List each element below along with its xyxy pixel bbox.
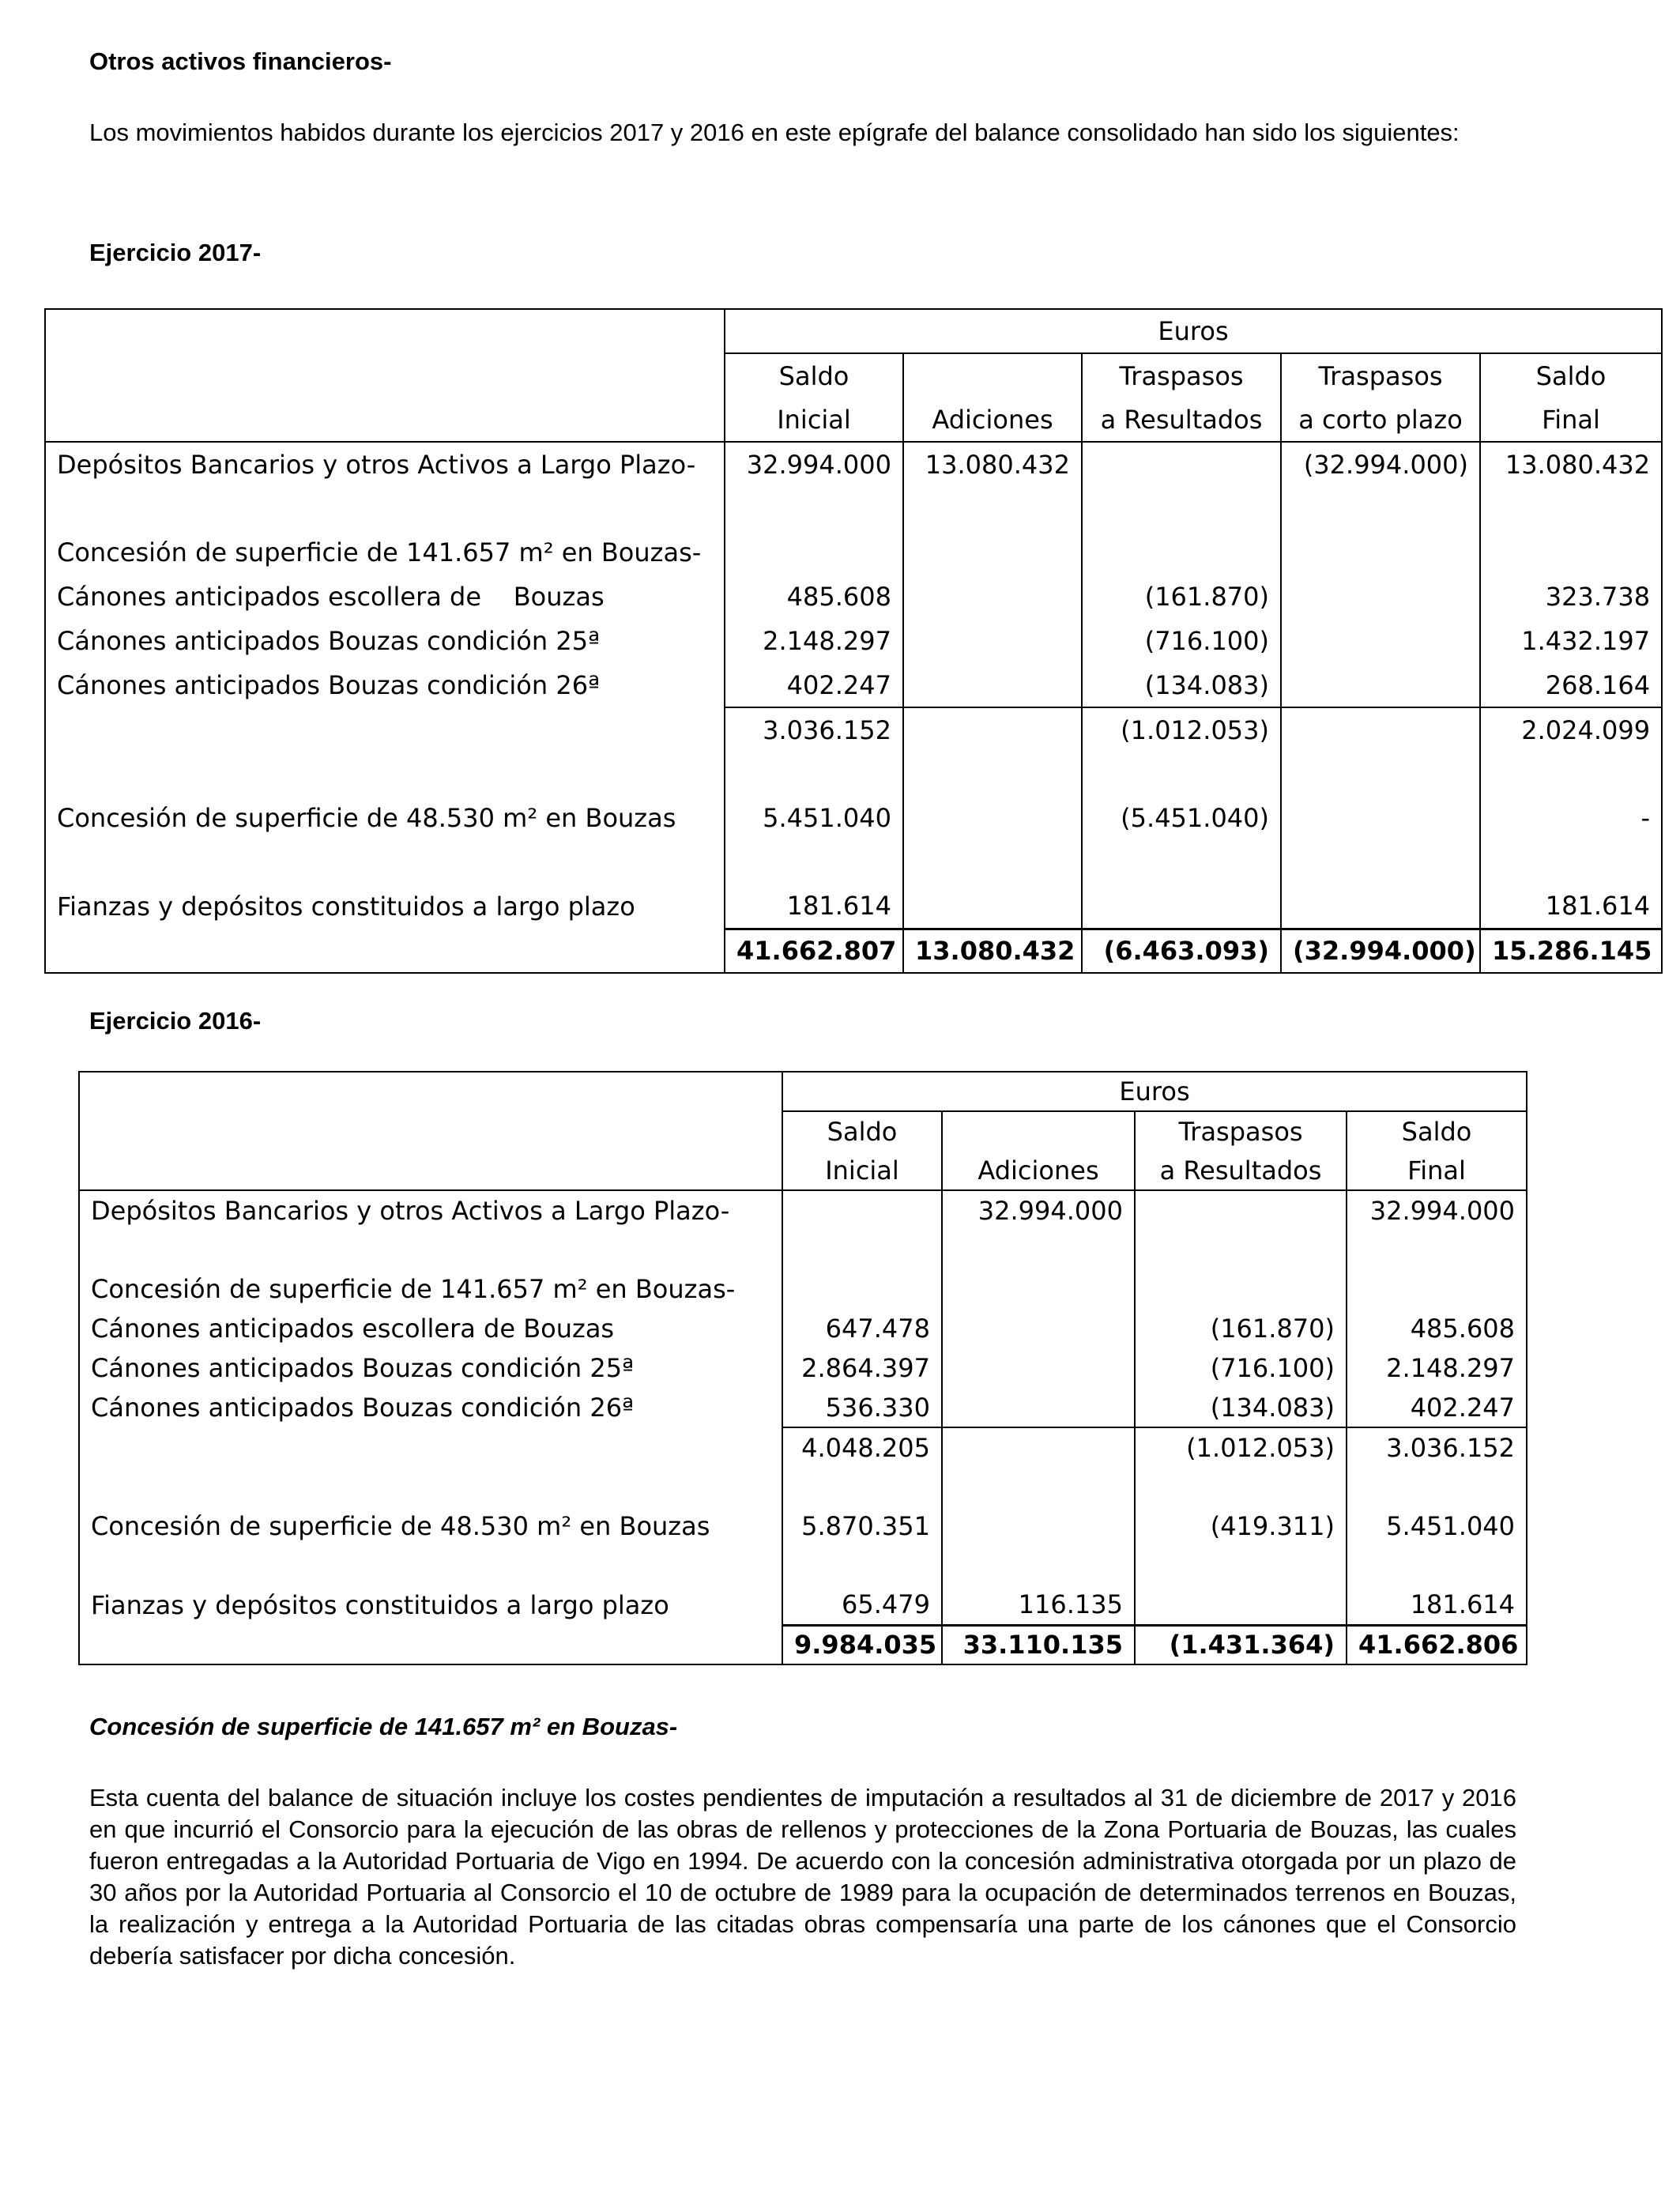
row-label: Concesión de superficie de 141.657 m² en Bouzas- (45, 530, 725, 575)
spacer-row (79, 1230, 1527, 1269)
row-label: Fianzas y depósitos constituidos a largo plazo (79, 1585, 782, 1625)
cell-value: 402.247 (1347, 1388, 1527, 1427)
table-row (79, 1348, 1527, 1388)
cell-value: 181.614 (1347, 1585, 1527, 1625)
cell-value: 2.148.297 (1347, 1348, 1527, 1388)
total-value: 9.984.035 (782, 1625, 942, 1664)
cell-value (1281, 884, 1480, 929)
cell-value (782, 1190, 942, 1230)
table-row (79, 1388, 1527, 1427)
column-header (942, 1111, 1135, 1151)
cell-value (1082, 442, 1281, 486)
cell-value: 5.451.040 (725, 796, 903, 840)
cell-value: 485.608 (725, 575, 903, 619)
cell-value: 13.080.432 (1480, 442, 1662, 486)
column-header: Traspasos (1281, 353, 1480, 398)
table-row (45, 530, 1662, 575)
cell-value: 402.247 (725, 663, 903, 707)
total-value: 13.080.432 (903, 929, 1082, 973)
row-label: Cánones anticipados escollera de Bouzas (79, 1309, 782, 1348)
subtotal-row (79, 1427, 1527, 1467)
subtotal-value: 2.024.099 (1480, 707, 1662, 752)
cell-value (1082, 884, 1281, 929)
spacer-row (45, 752, 1662, 796)
table-header-row (45, 353, 1662, 398)
column-header: Saldo (1347, 1111, 1527, 1151)
intro-paragraph: Los movimientos habidos durante los ejercicios 2017 y 2016 en este epígrafe del balance consolidado han sido los siguientes: (89, 119, 1460, 146)
cell-value (942, 1348, 1135, 1388)
subtotal-value: (1.012.053) (1135, 1427, 1347, 1467)
column-header: a corto plazo (1281, 398, 1480, 442)
column-header: Inicial (725, 398, 903, 442)
column-header: Adiciones (903, 398, 1082, 442)
column-header: Saldo (782, 1111, 942, 1151)
row-label: Cánones anticipados escollera de Bouzas (45, 575, 725, 619)
column-header: Saldo (725, 353, 903, 398)
total-value: 41.662.807 (725, 929, 903, 973)
cell-value: (134.083) (1082, 663, 1281, 707)
table-header-row (45, 398, 1662, 442)
cell-value (1281, 619, 1480, 663)
column-header: Adiciones (942, 1151, 1135, 1190)
table-header-row (45, 309, 1662, 353)
cell-value: (161.870) (1135, 1309, 1347, 1348)
cell-value: (419.311) (1135, 1506, 1347, 1546)
subtotal-value: 3.036.152 (725, 707, 903, 752)
spacer-row (45, 486, 1662, 530)
table-row (79, 1309, 1527, 1348)
table-row (79, 1190, 1527, 1230)
row-label: Concesión de superficie de 141.657 m² en Bouzas- (79, 1269, 782, 1309)
cell-value: 268.164 (1480, 663, 1662, 707)
cell-value (1135, 1585, 1347, 1625)
table-row (45, 663, 1662, 707)
row-label: Concesión de superficie de 48.530 m² en Bouzas (79, 1506, 782, 1546)
section-heading-2017: Ejercicio 2017- (89, 239, 262, 266)
total-value: 33.110.135 (942, 1625, 1135, 1664)
table-row (45, 619, 1662, 663)
spacer-row (45, 840, 1662, 884)
cell-value (942, 1309, 1135, 1348)
cell-value: (134.083) (1135, 1388, 1347, 1427)
cell-value: (5.451.040) (1082, 796, 1281, 840)
cell-value: 32.994.000 (725, 442, 903, 486)
table-row (45, 884, 1662, 929)
subtotal-value (903, 707, 1082, 752)
cell-value: 323.738 (1480, 575, 1662, 619)
cell-value: (716.100) (1082, 619, 1281, 663)
cell-value: 181.614 (725, 884, 903, 929)
row-label: Cánones anticipados Bouzas condición 26ª (45, 663, 725, 707)
subtotal-value: 4.048.205 (782, 1427, 942, 1467)
table-row (45, 796, 1662, 840)
currency-header: Euros (782, 1072, 1527, 1111)
row-label: Cánones anticipados Bouzas condición 26ª (79, 1388, 782, 1427)
column-header: a Resultados (1135, 1151, 1347, 1190)
cell-value: 181.614 (1480, 884, 1662, 929)
total-value: (6.463.093) (1082, 929, 1281, 973)
cell-value: 2.148.297 (725, 619, 903, 663)
row-label: Concesión de superficie de 48.530 m² en Bouzas (45, 796, 725, 840)
cell-value: 13.080.432 (903, 442, 1082, 486)
total-value: (1.431.364) (1135, 1625, 1347, 1664)
cell-value (942, 1388, 1135, 1427)
currency-header: Euros (725, 309, 1662, 353)
concesion-paragraph: Esta cuenta del balance de situación incluye los costes pendientes de imputación a resultados al 31 de diciembre de 2017 y 2016 en que incurrió el Consorcio para la ejecución de las obras de rellenos y protecciones de la Zona Portuaria de Bouzas, las cuales fueron entregadas a la Autoridad Portuaria de Vigo en 1994. De acuerdo con la concesión administrativa otorgada por un plazo de 30 años por la Autoridad Portuaria al Consorcio el 10 de octubre de 1989 para la ocupación de determinados terrenos en Bouzas, la realización y entrega a la Autoridad Portuaria de las citadas obras compensaría una parte de los cánones que el Consorcio debería satisfacer por dicha concesión. (89, 1784, 1516, 1970)
cell-value: (32.994.000) (1281, 442, 1480, 486)
table-row (45, 442, 1662, 486)
total-row (45, 929, 1662, 973)
cell-value (903, 884, 1082, 929)
row-label: Depósitos Bancarios y otros Activos a Largo Plazo- (45, 442, 725, 486)
cell-value: 485.608 (1347, 1309, 1527, 1348)
total-value: 15.286.145 (1480, 929, 1662, 973)
total-row (79, 1625, 1527, 1664)
cell-value (903, 619, 1082, 663)
table-row (79, 1585, 1527, 1625)
subtotal-value (942, 1427, 1135, 1467)
spacer-row (79, 1467, 1527, 1506)
table-row (45, 575, 1662, 619)
table-row (79, 1269, 1527, 1309)
subtotal-value: (1.012.053) (1082, 707, 1281, 752)
section-heading-2016: Ejercicio 2016- (89, 1007, 262, 1035)
subtotal-value: 3.036.152 (1347, 1427, 1527, 1467)
cell-value (903, 575, 1082, 619)
row-label: Cánones anticipados Bouzas condición 25ª (79, 1348, 782, 1388)
cell-value: 1.432.197 (1480, 619, 1662, 663)
row-label: Cánones anticipados Bouzas condición 25ª (45, 619, 725, 663)
section-heading-concesion: Concesión de superficie de 141.657 m² en Bouzas- (89, 1713, 678, 1740)
cell-value (1281, 663, 1480, 707)
table-2017 (44, 308, 1663, 974)
header-corner (79, 1072, 782, 1111)
cell-value: 536.330 (782, 1388, 942, 1427)
column-header (903, 353, 1082, 398)
cell-value: 5.870.351 (782, 1506, 942, 1546)
column-header: Final (1347, 1151, 1527, 1190)
page-title: Otros activos financieros- (89, 47, 392, 75)
header-corner (45, 309, 725, 353)
cell-value (903, 796, 1082, 840)
row-label: Fianzas y depósitos constituidos a largo plazo (45, 884, 725, 929)
column-header: a Resultados (1082, 398, 1281, 442)
column-header: Traspasos (1135, 1111, 1347, 1151)
cell-value (903, 663, 1082, 707)
table-2016 (78, 1071, 1527, 1665)
cell-value: (716.100) (1135, 1348, 1347, 1388)
cell-value: (161.870) (1082, 575, 1281, 619)
cell-value (1135, 1190, 1347, 1230)
cell-value (1281, 796, 1480, 840)
cell-value: 65.479 (782, 1585, 942, 1625)
table-header-row (79, 1151, 1527, 1190)
cell-value: 647.478 (782, 1309, 942, 1348)
table-row (79, 1506, 1527, 1546)
total-value: (32.994.000) (1281, 929, 1480, 973)
cell-value (1281, 575, 1480, 619)
cell-value: - (1480, 796, 1662, 840)
cell-value: 32.994.000 (942, 1190, 1135, 1230)
spacer-row (79, 1546, 1527, 1585)
cell-value: 116.135 (942, 1585, 1135, 1625)
cell-value: 32.994.000 (1347, 1190, 1527, 1230)
cell-value (942, 1506, 1135, 1546)
subtotal-value (1281, 707, 1480, 752)
column-header: Saldo (1480, 353, 1662, 398)
column-header: Inicial (782, 1151, 942, 1190)
column-header: Final (1480, 398, 1662, 442)
table-header-row (79, 1072, 1527, 1111)
total-value: 41.662.806 (1347, 1625, 1527, 1664)
row-label: Depósitos Bancarios y otros Activos a Largo Plazo- (79, 1190, 782, 1230)
cell-value: 2.864.397 (782, 1348, 942, 1388)
subtotal-row (45, 707, 1662, 752)
table-header-row (79, 1111, 1527, 1151)
cell-value: 5.451.040 (1347, 1506, 1527, 1546)
column-header: Traspasos (1082, 353, 1281, 398)
